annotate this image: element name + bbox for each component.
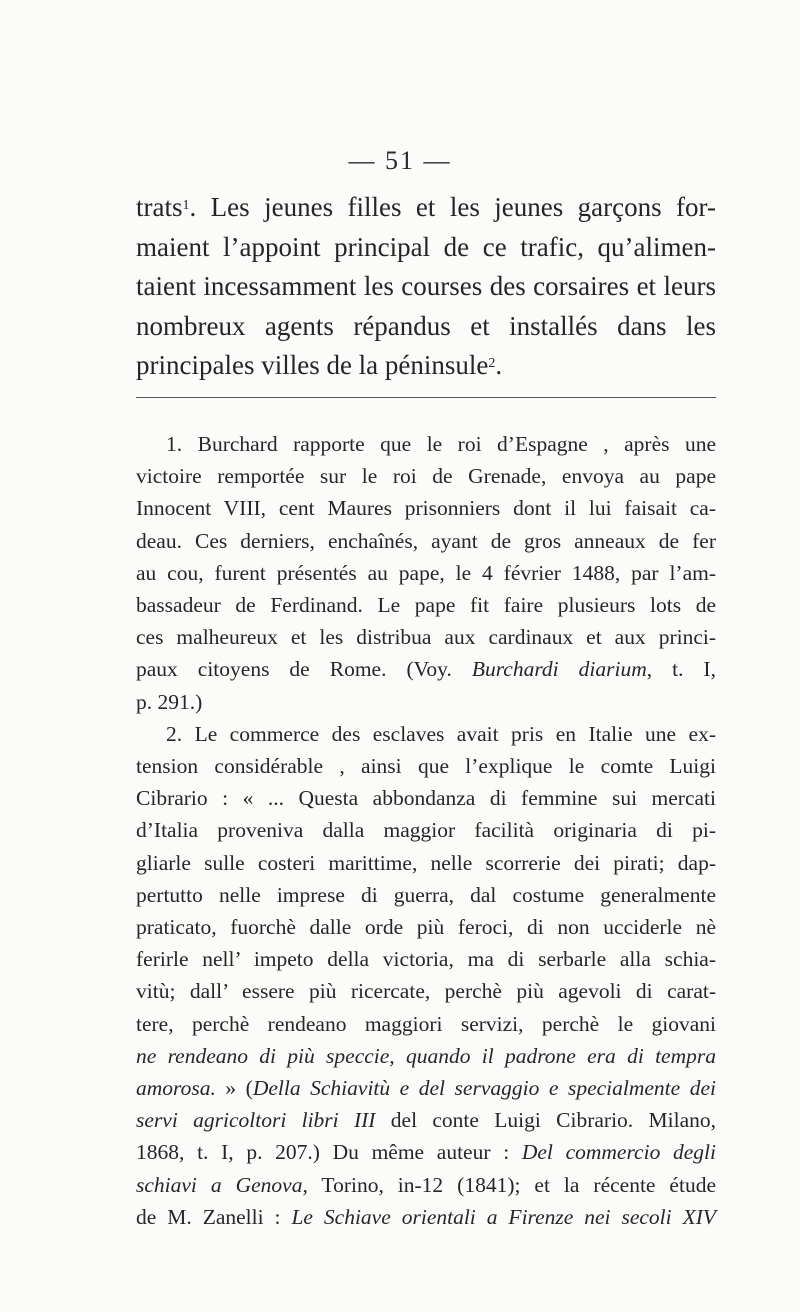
body-line: taient incessamment les courses des corsaires et leurs — [136, 271, 716, 301]
footnote-line: gliarle sulle costeri marittime, nelle scorrerie dei pirati; dap- — [136, 850, 716, 875]
footnote-line — [136, 653, 716, 685]
footnote-line: 2. Le commerce des esclaves avait pris en Italie une ex- — [166, 721, 716, 746]
main-paragraph — [136, 188, 716, 386]
page-number: — 51 — — [348, 146, 452, 175]
footnote-text-fragment: paux citoyens de Rome. (Voy. — [136, 657, 472, 682]
footnote-line: au cou, furent présentés au pape, le 4 février 1488, par l’am- — [136, 560, 716, 585]
footnote-text-fragment: 1868, t. I, p. 207.) Du même auteur : — [136, 1140, 522, 1165]
footnote-line: d’Italia proveniva dalla maggior facilità originaria di pi- — [136, 818, 716, 843]
body-line — [136, 188, 716, 228]
footnote-2 — [136, 718, 716, 1233]
body-line: maient l’appoint principal de ce trafic, qu’alimen- — [136, 231, 716, 262]
footnote-line — [136, 1040, 716, 1072]
footnote-separator — [136, 397, 716, 398]
footnote-text-fragment: de M. Zanelli : — [136, 1204, 292, 1229]
footnote-line: 1. Burchard rapporte que le roi d’Espagne , après une — [166, 432, 716, 456]
footnote-line: deau. Ces derniers, enchaînés, ayant de gros anneaux de fer — [136, 528, 716, 553]
citation-title: Le Schiave orientali a Firenze nei secoli XIV — [291, 1204, 717, 1229]
footnote-line: tension considérable , ainsi que l’explique le comte Luigi — [136, 754, 716, 779]
footnote-line: pertutto nelle imprese di guerra, dal costume generalmente — [136, 882, 716, 907]
footnote-line: ces malheureux et les distribua aux cardinaux et aux princi- — [136, 625, 716, 650]
footnote-line: praticato, fuorchè dalle orde più feroci, di non ucciderle nè — [136, 915, 716, 940]
citation-title: schiavi a Genova — [136, 1172, 303, 1197]
footnote-line: Innocent VIII, cent Maures prisonniers dont il lui faisait ca- — [136, 496, 716, 521]
footnote-text-fragment: , t. I, — [646, 657, 716, 682]
footnote-line: bassadeur de Ferdinand. Le pape fit faire plusieurs lots de — [136, 593, 716, 618]
footnotes — [136, 428, 716, 1233]
footnote-line: p. 291.) — [136, 689, 203, 714]
footnote-text-fragment: , Torino, in-12 (1841); et la récente étude — [302, 1172, 716, 1197]
footnote-line — [136, 1072, 716, 1104]
footnote-text-fragment: » ( — [215, 1076, 253, 1101]
footnote-line: vitù; dall’ essere più ricercate, perchè più agevoli di carat- — [136, 979, 716, 1004]
footnote-text-fragment: del conte Luigi Cibrario. Milano, — [375, 1108, 716, 1133]
footnote-line: Cibrario : « ... Questa abbondanza di femmine sui mercati — [136, 786, 716, 811]
body-line — [136, 346, 716, 386]
body-text-fragment: principales villes de la péninsule — [136, 350, 489, 380]
footnote-line: ferirle nell’ impeto della victoria, ma di serbarle alla schia- — [136, 947, 716, 972]
footnote-ref-1[interactable]: 1 — [182, 198, 190, 213]
footnote-1 — [136, 428, 716, 718]
footnote-line: tere, perchè rendeano maggiori servizi, perchè le giovani — [136, 1011, 716, 1036]
citation-title: Della Schiavitù e del servaggio e specialmente dei — [252, 1076, 716, 1101]
footnote-line — [136, 1104, 716, 1136]
body-text-fragment: trats — [136, 192, 183, 222]
citation-title: Del commercio degli — [521, 1140, 716, 1165]
citation-title: servi agricoltori libri III — [136, 1108, 376, 1133]
quoted-italic-text: ne rendeano di più speccie, quando il padrone era di tempra — [136, 1043, 716, 1068]
footnote-line — [136, 1201, 716, 1233]
footnote-line: victoire remportée sur le roi de Grenade, envoya au pape — [136, 464, 716, 489]
footnote-line — [136, 1136, 716, 1168]
body-text-fragment: . Les jeunes filles et les jeunes garçons for- — [189, 192, 716, 222]
body-line: nombreux agents répandus et installés dans les — [136, 310, 716, 341]
citation-title: Burchardi diarium — [471, 657, 647, 682]
body-text-fragment: . — [495, 350, 503, 380]
quoted-italic-text: amorosa. — [136, 1076, 216, 1101]
footnote-ref-2[interactable]: 2 — [488, 356, 496, 371]
footnote-line — [136, 1169, 716, 1201]
